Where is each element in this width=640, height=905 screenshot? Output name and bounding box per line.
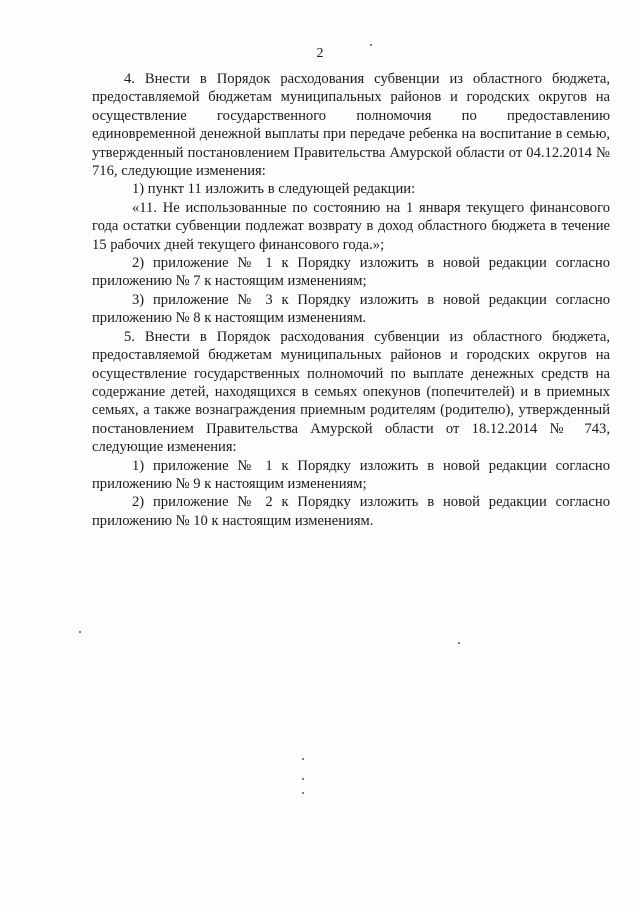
paragraph-item-5: 5. Внести в Порядок расходования субвенции из областного бюджета, предоставляемой бюджетам муниципальных районов и городских округов на осуществление государственных полномочий по выплате денежных средств на содержание детей, находящихся в семьях опекунов (попечителей) и в приемных семьях, а также вознаграждения приемным родителям (родителю), утвержденный постановлением Правительства Амурской области от 18.12.2014 № 743, следующие изменения: [92,328,610,456]
scan-speck [370,44,372,46]
subitem-appendix-1: 2) приложение № 1 к Порядку изложить в новой редакции согласно приложению № 7 к настоящим изменениям; [92,255,610,290]
scan-speck [302,778,304,780]
subitem-point-11: 1) пункт 11 изложить в следующей редакции: [132,181,416,198]
scan-speck [458,642,460,644]
subitem-appendix-1-second: 1) приложение № 1 к Порядку изложить в новой редакции согласно приложению № 9 к настоящим изменениям; [92,457,610,492]
page-number: 2 [316,46,324,61]
quoted-point-11-text: «11. Не использованные по состоянию на 1 января текущего финансового года остатки субвенции подлежат возврату в доход областного бюджета в течение 15 рабочих дней текущего финансового года.»; [92,199,610,253]
scan-speck [79,631,81,633]
scan-speck [302,792,304,794]
subitem-appendix-3: 3) приложение № 3 к Порядку изложить в новой редакции согласно приложению № 8 к настоящим изменениям. [92,291,610,327]
paragraph-item-4: 4. Внести в Порядок расходования субвенции из областного бюджета, предоставляемой бюджетам муниципальных районов и городских округов на осуществление государственного полномочия по предоставлению единовременной денежной выплаты при передаче ребенка на воспитание в семью, утвержденный постановлением Правительства Амурской области от 04.12.2014 № 716, следующие изменения: [92,71,610,180]
subitem-appendix-2: 2) приложение № 2 к Порядку изложить в новой редакции согласно приложению № 10 к настоящим изменениям. [92,494,610,529]
document-body [92,70,610,530]
scan-speck [302,758,304,760]
